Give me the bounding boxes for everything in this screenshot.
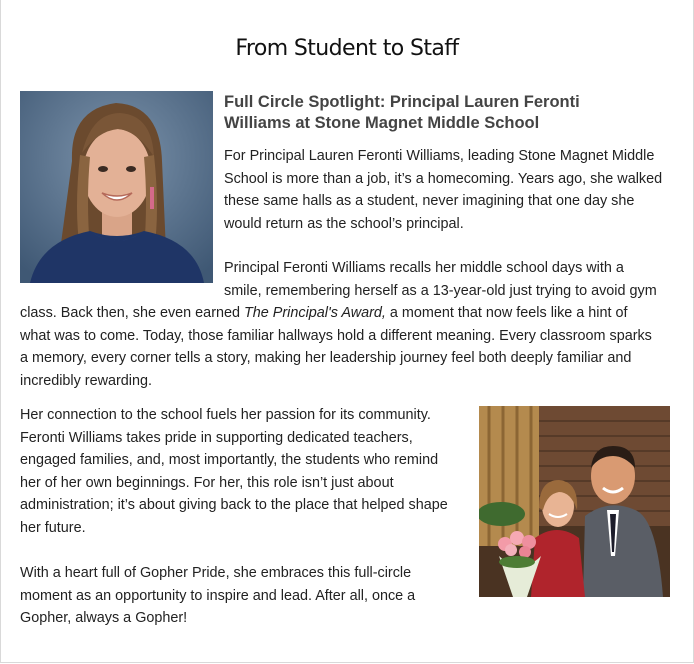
text-line: incredibly rewarding.: [20, 372, 152, 389]
paragraph-memories-bottom: [20, 302, 652, 392]
text-line: smile, remembering herself as a 13-year-old just trying to avoid gym: [224, 282, 657, 299]
text-line: For Principal Lauren Feronti Williams, leading Stone Magnet Middle: [224, 148, 655, 164]
award-name: The Principal's Award,: [244, 305, 386, 321]
text-line: these same halls as a student, never imagining that one day she: [224, 193, 635, 209]
text-line: Principal Feronti Williams recalls her middle school days with a: [224, 260, 624, 276]
headline-line: Williams at Stone Magnet Middle School: [224, 114, 540, 132]
principal-portrait-photo: [20, 91, 213, 283]
text-line: Her connection to the school fuels her passion for its community.: [20, 407, 431, 423]
text-line: what was to come. Today, those familiar hallways hold a different meaning. Every classroom sparks: [20, 327, 652, 344]
paragraph-intro: [224, 145, 662, 235]
text-line: moment as an opportunity to inspire and lead. After all, once a: [20, 587, 416, 604]
text-line: With a heart full of Gopher Pride, she embraces this full-circle: [20, 565, 412, 581]
text-line: class. Back then, she even earned The Principal's Award, a moment that now feels like a hint of: [20, 305, 628, 321]
text-line: engaged families, and, most importantly, the students who remind: [20, 452, 439, 468]
text-line: her of her own beginnings. For her, this role isn’t just about: [20, 474, 394, 491]
text-line: Feronti Williams takes pride in supporting dedicated teachers,: [20, 429, 413, 446]
text-line: a memory, every corner tells a story, making her leadership journey feel both deeply familiar and: [20, 350, 632, 366]
headline-line: Full Circle Spotlight: Principal Lauren Feronti: [224, 93, 580, 111]
text-line: Gopher, always a Gopher!: [20, 610, 188, 626]
page-title: From Student to Staff: [235, 36, 459, 61]
article-headline: [224, 92, 664, 134]
text-line: administration; it’s about giving back to the place that helped shape: [20, 497, 448, 513]
paragraph-memories-top: [224, 257, 657, 302]
text-line: would return as the school’s principal.: [224, 215, 464, 232]
text-line: School is more than a job, it’s a homecoming. Years ago, she walked: [224, 170, 663, 187]
paragraph-community: [20, 404, 448, 539]
text-line: her future.: [20, 519, 86, 536]
paragraph-gopher-pride: [20, 562, 415, 630]
award-ceremony-photo: [479, 406, 670, 597]
